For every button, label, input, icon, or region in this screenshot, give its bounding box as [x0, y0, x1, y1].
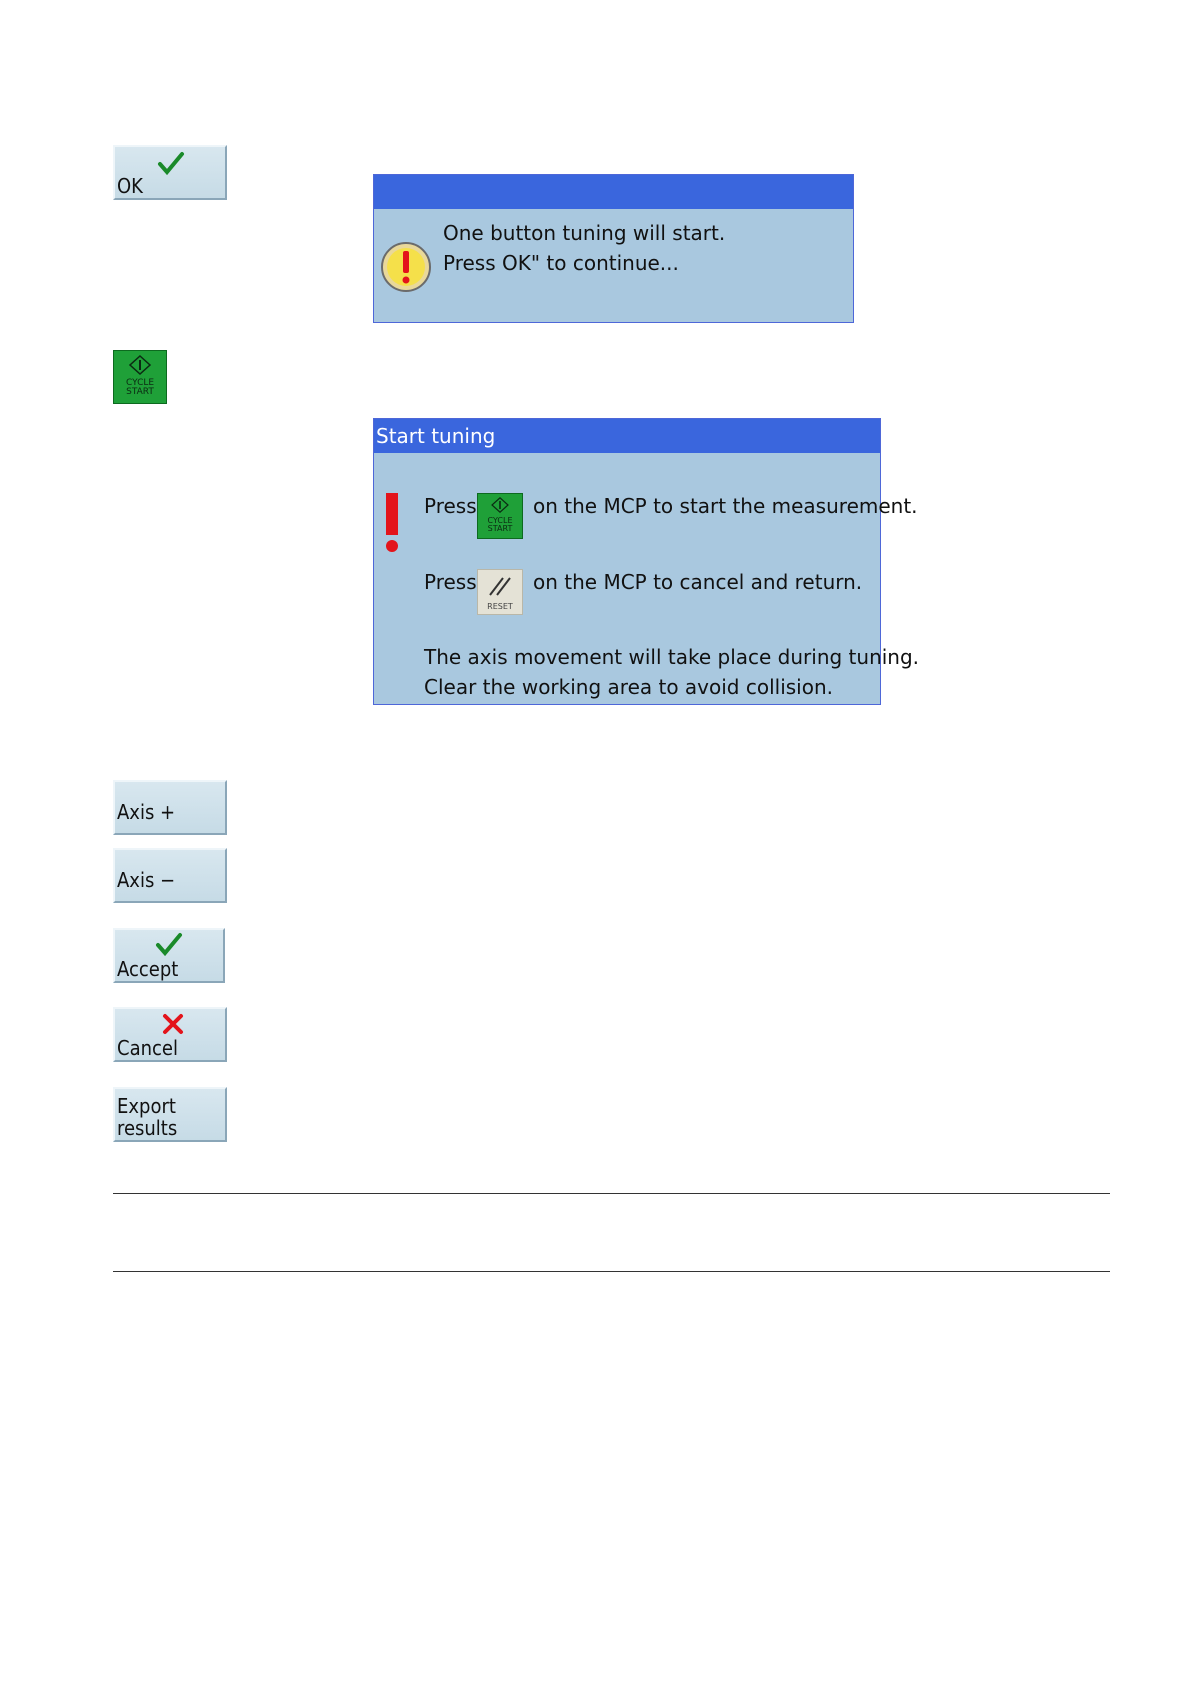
cycle-start-icon	[490, 497, 510, 513]
warning-icon	[380, 241, 432, 293]
cancel-softkey[interactable]	[113, 1007, 227, 1062]
cancel-label: Cancel	[117, 1036, 178, 1060]
clear-area-note: Clear the working area to avoid collision.	[424, 675, 834, 699]
axis-plus-softkey[interactable]	[113, 780, 227, 835]
cycle-start-line2: START	[487, 524, 513, 533]
accept-label: Accept	[117, 957, 179, 981]
axis-movement-note: The axis movement will take place during tuning.	[424, 645, 920, 669]
start-confirmation-dialog	[373, 174, 854, 323]
cross-icon	[161, 1012, 185, 1036]
dialog-line-1: One button tuning will start.	[443, 221, 726, 245]
dialog-line-2: Press OK" to continue...	[443, 251, 679, 275]
checkmark-icon	[155, 932, 183, 958]
start-tuning-title: Start tuning	[374, 419, 880, 453]
ok-label: OK	[117, 174, 143, 198]
export-results-softkey[interactable]	[113, 1087, 227, 1142]
cycle-start-line1: CYCLE	[487, 516, 513, 525]
axis-minus-label: Axis −	[117, 868, 176, 892]
axis-plus-label: Axis +	[117, 800, 176, 824]
cycle-start-key[interactable]	[113, 350, 167, 404]
accept-softkey[interactable]	[113, 928, 225, 983]
cycle-start-key-small	[477, 493, 523, 539]
start-tuning-dialog	[373, 418, 920, 705]
press-label-2: Press	[424, 570, 477, 594]
cancel-return-text: on the MCP to cancel and return.	[533, 570, 863, 594]
ok-softkey[interactable]	[113, 145, 227, 200]
divider-top	[113, 1193, 1110, 1194]
start-measurement-text: on the MCP to start the measurement.	[533, 494, 918, 518]
axis-minus-softkey[interactable]	[113, 848, 227, 903]
press-label-1: Press	[424, 494, 477, 518]
dialog-title-bar	[374, 175, 853, 209]
exclamation-icon	[383, 493, 401, 555]
cycle-start-icon	[128, 355, 152, 375]
reset-icon	[485, 573, 515, 599]
cycle-start-line1: CYCLE	[125, 378, 155, 388]
checkmark-icon	[157, 151, 185, 177]
reset-label: RESET	[487, 602, 513, 611]
cycle-start-line2: START	[126, 387, 154, 397]
export-results-label: Export results	[117, 1094, 178, 1140]
reset-key	[477, 569, 523, 615]
divider-bottom	[113, 1271, 1110, 1272]
